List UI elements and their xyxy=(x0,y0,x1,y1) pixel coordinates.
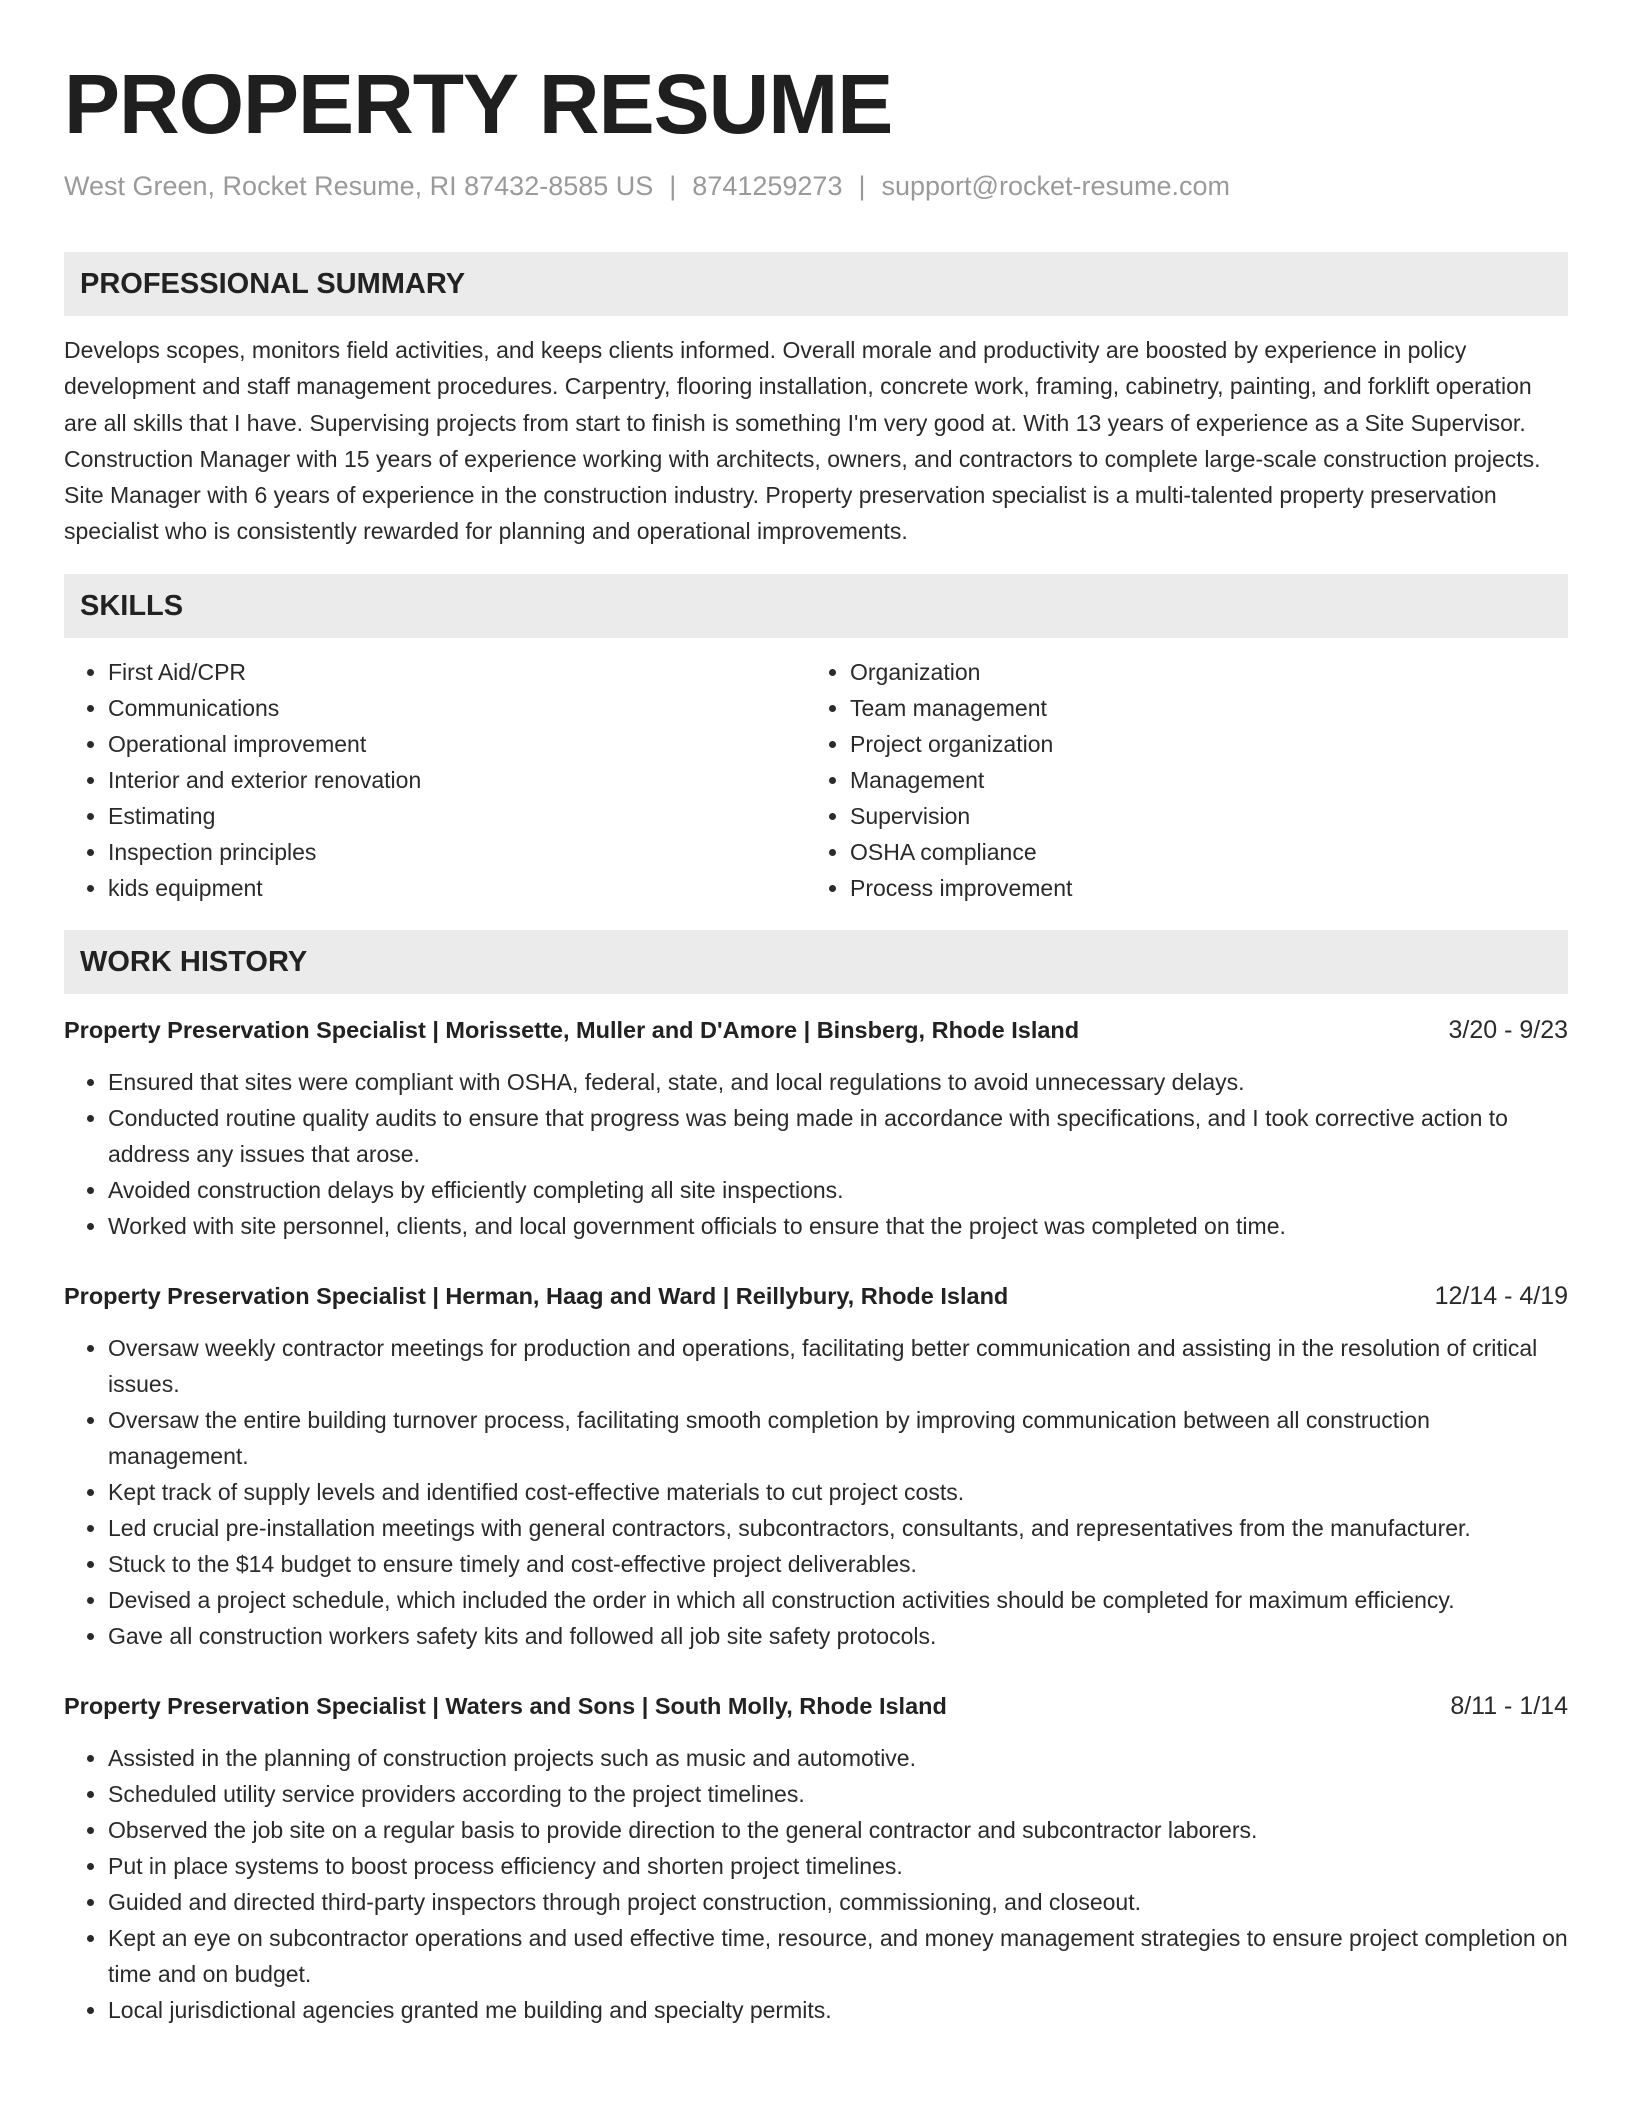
section-heading-skills: SKILLS xyxy=(64,574,1568,638)
contact-line xyxy=(64,170,1568,202)
skill-item: • Process improvement xyxy=(850,870,1548,906)
job-dates: 12/14 - 4/19 xyxy=(1434,1281,1568,1310)
job-entry xyxy=(64,1688,1568,2028)
job-bullet: • Stuck to the $14 budget to ensure timely and cost-effective project deliverables. xyxy=(108,1546,1568,1582)
job-bullet: • Kept track of supply levels and identified cost-effective materials to cut project costs. xyxy=(108,1474,1568,1510)
job-dates: 8/11 - 1/14 xyxy=(1450,1691,1568,1720)
job-bullet: • Local jurisdictional agencies granted me building and specialty permits. xyxy=(108,1992,1568,2028)
job-title: Property Preservation Specialist | Waters and Sons | South Molly, Rhode Island xyxy=(64,1692,947,1719)
skill-item: • kids equipment xyxy=(108,870,806,906)
job-header xyxy=(64,1278,1568,1314)
job-bullets xyxy=(64,1330,1568,1654)
job-header xyxy=(64,1688,1568,1724)
job-bullet: • Gave all construction workers safety kits and followed all job site safety protocols. xyxy=(108,1618,1568,1654)
job-bullets xyxy=(64,1064,1568,1244)
skill-item: • OSHA compliance xyxy=(850,834,1548,870)
job-bullet: • Oversaw the entire building turnover process, facilitating smooth completion by improving communication between all construction management. xyxy=(108,1402,1568,1474)
skill-item: • Team management xyxy=(850,690,1548,726)
job-dates: 3/20 - 9/23 xyxy=(1448,1015,1568,1044)
job-bullet: • Led crucial pre-installation meetings with general contractors, subcontractors, consultants, and representatives from the manufacturer. xyxy=(108,1510,1568,1546)
job-bullet: • Observed the job site on a regular basis to provide direction to the general contractor and subcontractor laborers. xyxy=(108,1812,1568,1848)
skill-item: • Management xyxy=(850,762,1548,798)
job-bullet: • Worked with site personnel, clients, and local government officials to ensure that the project was completed on time. xyxy=(108,1208,1568,1244)
summary-text: Develops scopes, monitors field activities, and keeps clients informed. Overall morale and productivity are boosted by experience in policy development and staff management procedures. Carpentry, flooring installation, concrete work, framing, cabinetry, painting, and forklift operation are all skills that I have. Supervising projects from start to finish is something I'm very good at. With 13 years of experience as a Site Supervisor. Construction Manager with 15 years of experience working with architects, owners, and contractors to complete large-scale construction projects. Site Manager with 6 years of experience in the construction industry. Property preservation specialist is a multi-talented property preservation specialist who is consistently rewarded for planning and operational improvements. xyxy=(64,337,1541,545)
job-bullet: • Guided and directed third-party inspectors through project construction, commissioning, and closeout. xyxy=(108,1884,1568,1920)
contact-phone: 8741259273 xyxy=(692,171,843,201)
skill-item: • Communications xyxy=(108,690,806,726)
job-bullet: • Avoided construction delays by efficiently completing all site inspections. xyxy=(108,1172,1568,1208)
skill-item: • Supervision xyxy=(850,798,1548,834)
job-bullet: • Conducted routine quality audits to ensure that progress was being made in accordance with specifications, and I took corrective action to address any issues that arose. xyxy=(108,1100,1568,1172)
job-bullet: • Devised a project schedule, which included the order in which all construction activities should be completed for maximum efficiency. xyxy=(108,1582,1568,1618)
section-heading-work-history: WORK HISTORY xyxy=(64,930,1568,994)
job-bullets xyxy=(64,1740,1568,2028)
job-entry xyxy=(64,1278,1568,1654)
skill-item: • Estimating xyxy=(108,798,806,834)
skills-column-left xyxy=(64,654,806,906)
job-title: Property Preservation Specialist | Herman, Haag and Ward | Reillybury, Rhode Island xyxy=(64,1282,1009,1309)
job-bullet: • Oversaw weekly contractor meetings for production and operations, facilitating better communication and assisting in the resolution of critical issues. xyxy=(108,1330,1568,1402)
skill-item: • Interior and exterior renovation xyxy=(108,762,806,798)
contact-email: support@rocket-resume.com xyxy=(881,171,1231,201)
job-header xyxy=(64,1012,1568,1048)
skill-item: • First Aid/CPR xyxy=(108,654,806,690)
resume-name: PROPERTY RESUME xyxy=(64,57,893,151)
contact-separator: | xyxy=(858,171,866,201)
section-heading-summary: PROFESSIONAL SUMMARY xyxy=(64,252,1568,316)
contact-separator: | xyxy=(669,171,677,201)
contact-address: West Green, Rocket Resume, RI 87432-8585 US xyxy=(64,171,654,201)
job-title: Property Preservation Specialist | Morissette, Muller and D'Amore | Binsberg, Rhode Island xyxy=(64,1016,1080,1043)
skill-item: • Organization xyxy=(850,654,1548,690)
job-entry xyxy=(64,1012,1568,1244)
skill-item: • Inspection principles xyxy=(108,834,806,870)
skill-item: • Operational improvement xyxy=(108,726,806,762)
job-bullet: • Put in place systems to boost process efficiency and shorten project timelines. xyxy=(108,1848,1568,1884)
skills-column-right xyxy=(806,654,1548,906)
job-bullet: • Scheduled utility service providers according to the project timelines. xyxy=(108,1776,1568,1812)
job-bullet: • Assisted in the planning of construction projects such as music and automotive. xyxy=(108,1740,1568,1776)
job-bullet: • Ensured that sites were compliant with OSHA, federal, state, and local regulations to avoid unnecessary delays. xyxy=(108,1064,1568,1100)
job-bullet: • Kept an eye on subcontractor operations and used effective time, resource, and money management strategies to ensure project completion on time and on budget. xyxy=(108,1920,1568,1992)
skill-item: • Project organization xyxy=(850,726,1548,762)
skills-list xyxy=(64,654,1568,906)
